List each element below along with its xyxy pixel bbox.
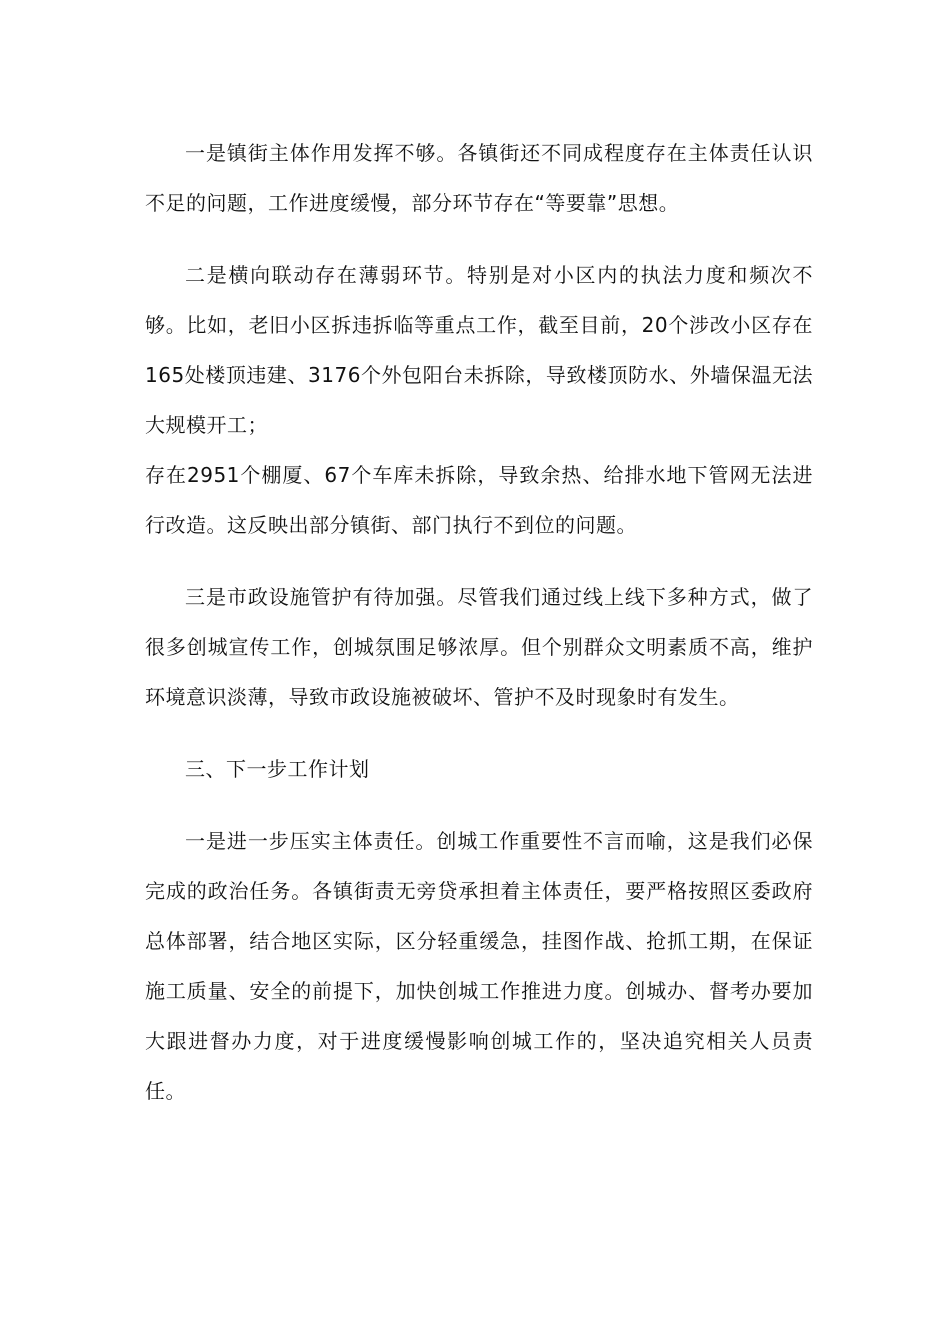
document-body	[145, 128, 813, 1138]
paragraph-issue-two-continued: 存在2951个棚厦、67个车库未拆除，导致余热、给排水地下管网无法进行改造。这反映出部分镇街、部门执行不到位的问题。	[145, 463, 813, 537]
paragraph-plan-one: 一是进一步压实主体责任。创城工作重要性不言而喻，这是我们必保完成的政治任务。各镇街责无旁贷承担着主体责任，要严格按照区委政府总体部署，结合地区实际，区分轻重缓急，挂图作战、抢抓工期，在保证施工质量、安全的前提下，加快创城工作推进力度。创城办、督考办要加大跟进督办力度，对于进度缓慢影响创城工作的，坚决追究相关人员责任。	[145, 829, 813, 1103]
paragraph-issue-two: 二是横向联动存在薄弱环节。特别是对小区内的执法力度和频次不够。比如，老旧小区拆违拆临等重点工作，截至目前，20个涉改小区存在165处楼顶违建、3176个外包阳台未拆除，导致楼顶防水、外墙保温无法大规模开工；	[145, 263, 813, 437]
paragraph-issue-three: 三是市政设施管护有待加强。尽管我们通过线上线下多种方式，做了很多创城宣传工作，创城氛围足够浓厚。但个别群众文明素质不高，维护环境意识淡薄，导致市政设施被破坏、管护不及时现象时有发生。	[145, 585, 813, 709]
section-heading-next-steps: 三、下一步工作计划	[185, 757, 370, 781]
paragraph-issue-one: 一是镇街主体作用发挥不够。各镇街还不同成程度存在主体责任认识不足的问题，工作进度缓慢，部分环节存在“等要靠”思想。	[145, 141, 813, 215]
